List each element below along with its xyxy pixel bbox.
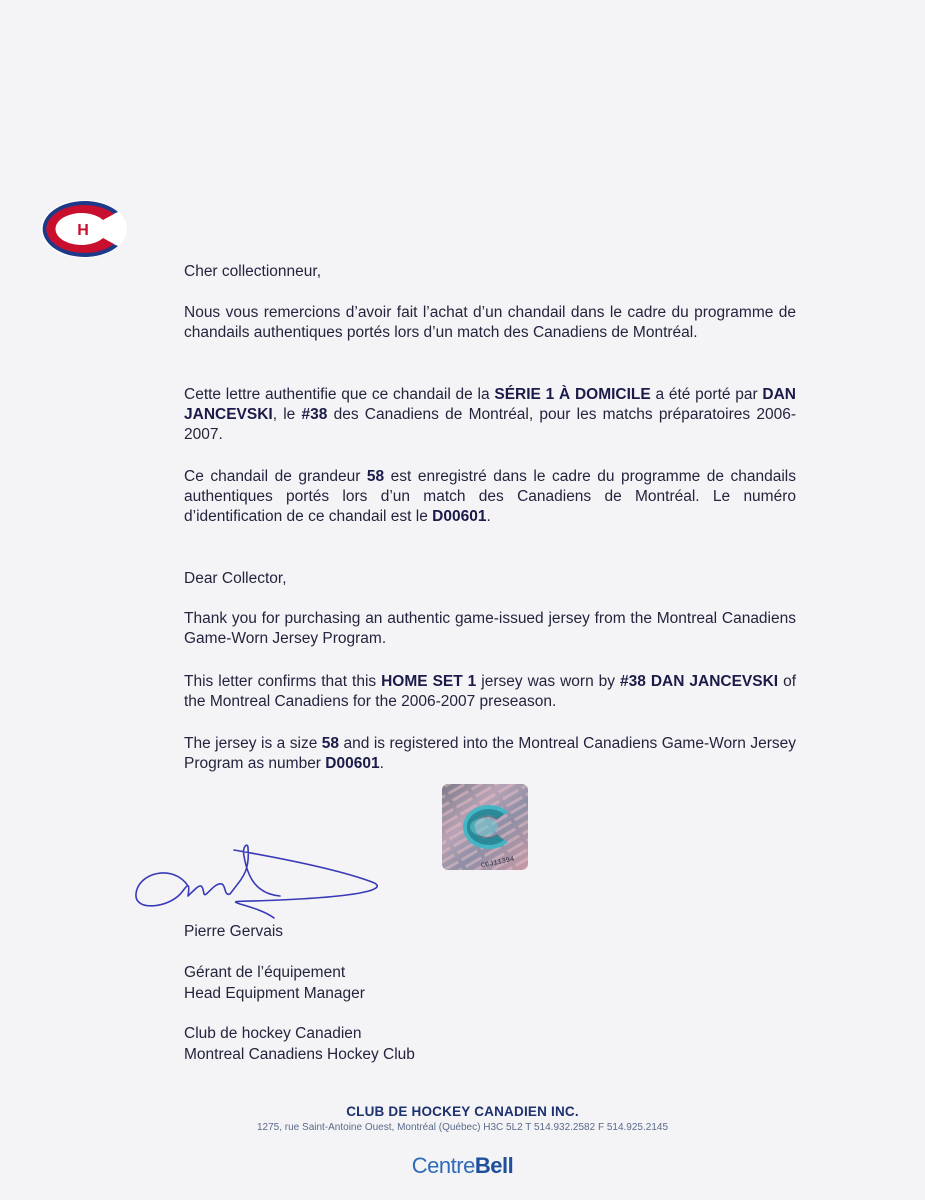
club-name-fr: Club de hockey Canadien: [184, 1025, 362, 1042]
jersey-set-en: HOME SET 1: [381, 673, 477, 690]
signature: [130, 838, 385, 920]
club-name-en: Montreal Canadiens Hockey Club: [184, 1046, 415, 1063]
text-run: , le: [272, 406, 302, 423]
paragraph-fr-3: [184, 467, 796, 527]
paragraph-fr-1-text: Nous vous remercions d’avoir fait l’achat d’un chandail dans le cadre du programme de chandails authentiques portés lors d’un match des Canadiens de Montréal.: [184, 304, 796, 341]
centre-bell-logo-bell: Bell: [474, 1153, 514, 1178]
canadiens-logo-icon: [40, 198, 130, 260]
paragraph-en-3: [184, 734, 796, 774]
footer-company: CLUB DE HOCKEY CANADIEN INC.: [346, 1104, 579, 1119]
signer-name: Pierre Gervais: [184, 923, 284, 940]
text-run: The jersey is a size: [184, 735, 322, 752]
centre-bell-logo-centre: Centre: [411, 1153, 475, 1178]
text-run: .: [486, 508, 491, 525]
jersey-id-en: D00601: [325, 755, 380, 772]
jersey-size-fr: 58: [366, 468, 385, 485]
greeting-en: Dear Collector,: [184, 570, 287, 587]
text-run: Cette lettre authentifie que ce chandail de la: [184, 386, 495, 403]
paragraph-fr-2: [184, 385, 796, 445]
text-run: and is registered into the Montreal Canadiens Game-Worn Jersey Program as number: [184, 735, 796, 772]
text-run: .: [379, 755, 384, 772]
paragraph-en-1: [184, 609, 796, 649]
text-run: Ce chandail de grandeur: [184, 468, 367, 485]
player-number-fr: #38: [301, 406, 328, 423]
text-run: a été porté par: [650, 386, 763, 403]
paragraph-en-2: [184, 672, 796, 712]
svg-text:H: H: [77, 222, 89, 239]
centre-bell-logo: [0, 1153, 925, 1179]
signer-title-en: Head Equipment Manager: [184, 985, 365, 1002]
jersey-set-fr: SÉRIE 1 À DOMICILE: [494, 386, 651, 403]
text-run: est enregistré dans le cadre du programme de chandails authentiques portés lors d’un match des Canadiens de Montréal. Le numéro d’identification de ce chandail est le: [184, 468, 796, 525]
text-run: This letter confirms that this: [184, 673, 382, 690]
text-run: of the Montreal Canadiens for the 2006-2007 preseason.: [184, 673, 796, 710]
hologram-sticker-icon: [442, 784, 528, 870]
paragraph-fr-1: [184, 303, 796, 343]
text-run: des Canadiens de Montréal, pour les matchs préparatoires 2006-2007.: [184, 406, 796, 443]
jersey-id-fr: D00601: [432, 508, 487, 525]
footer-address: 1275, rue Saint-Antoine Ouest, Montréal (Québec) H3C 5L2 T 514.932.2582 F 514.925.2145: [256, 1122, 668, 1133]
jersey-size-en: 58: [321, 735, 340, 752]
greeting-fr: Cher collectionneur,: [184, 263, 321, 280]
hologram-serial: CCJ11394: [480, 855, 516, 870]
player-name-fr: DAN JANCEVSKI: [184, 386, 797, 423]
signer-title-fr: Gérant de l’équipement: [184, 964, 346, 981]
text-run: jersey was worn by: [476, 673, 621, 690]
player-name-en: #38 DAN JANCEVSKI: [620, 673, 779, 690]
paragraph-en-1-text: Thank you for purchasing an authentic game-issued jersey from the Montreal Canadiens Game-Worn Jersey Program.: [184, 610, 796, 647]
authenticity-hologram: [442, 784, 528, 870]
